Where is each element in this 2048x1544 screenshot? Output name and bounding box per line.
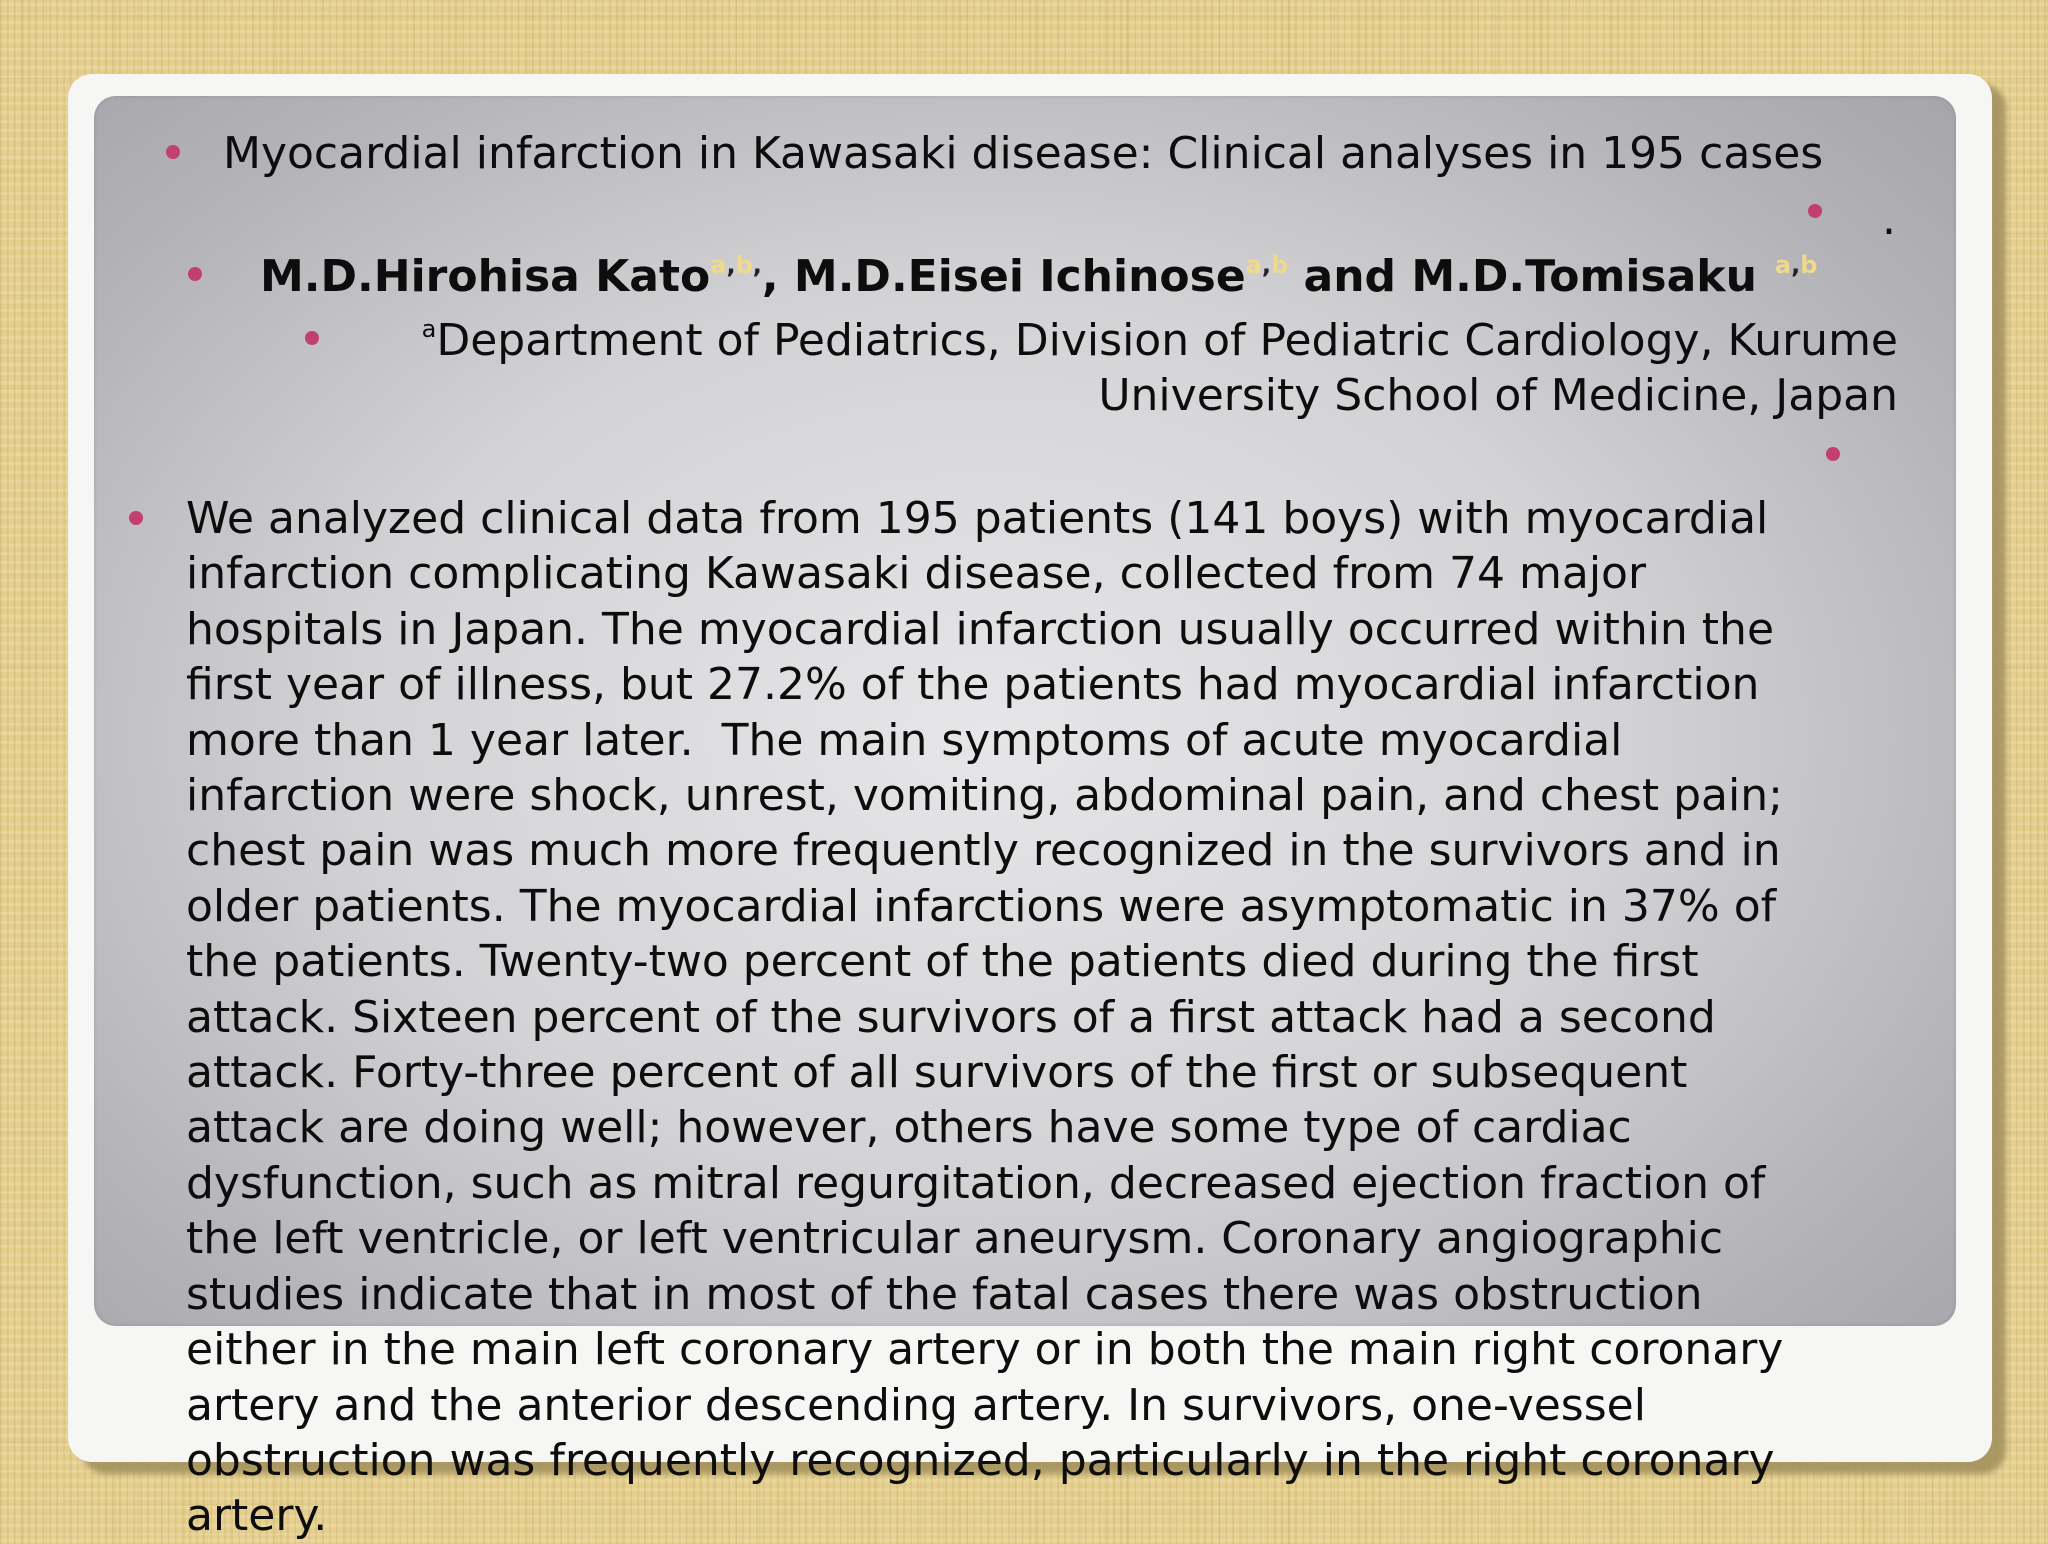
abstract-line: infarction were shock, unrest, vomiting, abdominal pain, and chest pain; [186, 770, 1783, 822]
author-superscript: a [710, 251, 727, 279]
abstract-line: We analyzed clinical data from 195 patients (141 boys) with myocardial [186, 493, 1769, 544]
author-superscript-separator: , [752, 251, 762, 279]
abstract-line: dysfunction, such as mitral regurgitation, decreased ejection fraction of [186, 1157, 1766, 1209]
author-line [260, 249, 1817, 304]
author-superscript: b [1271, 251, 1289, 279]
author-superscript: a [1774, 251, 1792, 279]
abstract-line: artery and the anterior descending artery. In survivors, one-vessel [186, 1379, 1646, 1431]
bullet [1826, 447, 1840, 461]
abstract-line: attack. Sixteen percent of the survivors of a first attack had a second [186, 991, 1716, 1043]
bullet [188, 267, 202, 281]
abstract-line: either in the main left coronary artery or in both the main right coronary [186, 1324, 1784, 1376]
bullet [166, 145, 180, 159]
affiliation-line-2: University School of Medicine, Japan [1098, 370, 1898, 421]
author-superscript-separator: , [726, 251, 736, 279]
author-superscript-separator: , [1791, 251, 1801, 279]
abstract-line: attack. Forty-three percent of all survivors of the first or subsequent [186, 1047, 1688, 1099]
abstract-line: infarction complicating Kawasaki disease, collected from 74 major [186, 548, 1647, 600]
abstract-line: hospitals in Japan. The myocardial infarction usually occurred within the [186, 603, 1775, 655]
author-separator: and [1288, 251, 1412, 302]
bullet [1808, 204, 1822, 218]
author-name: M.D.Eisei Ichinose [793, 251, 1246, 302]
author-superscript: b [735, 251, 753, 279]
author-name: M.D.Hirohisa Kato [260, 251, 711, 302]
abstract-line: older patients. The myocardial infarctions were asymptomatic in 37% of [186, 880, 1777, 932]
abstract-line: artery. [186, 1490, 328, 1542]
bullet [129, 511, 143, 525]
affiliation-line-1 [422, 313, 1898, 368]
author-superscript: b [1800, 251, 1818, 279]
abstract-line: the patients. Twenty-two percent of the patients died during the first [186, 936, 1699, 988]
slide-title: Myocardial infarction in Kawasaki disease: Clinical analyses in 195 cases [223, 128, 1824, 179]
author-separator: , [761, 251, 794, 302]
affiliation-text: Department of Pediatrics, Division of Pediatric Cardiology, Kurume [436, 315, 1898, 366]
bullet [305, 331, 319, 345]
author-name: M.D.Tomisaku [1411, 251, 1757, 302]
abstract-line: chest pain was much more frequently recognized in the survivors and in [186, 825, 1781, 877]
abstract-line: obstruction was frequently recognized, particularly in the right coronary [186, 1434, 1775, 1486]
author-superscript: a [1245, 251, 1262, 279]
author-superscript-separator: , [1261, 251, 1272, 279]
abstract-line: more than 1 year later. The main symptoms of acute myocardial [186, 714, 1623, 766]
affiliation-superscript: a [421, 315, 437, 343]
abstract-line: the left ventricle, or left ventricular aneurysm. Coronary angiographic [186, 1213, 1724, 1265]
abstract-paragraph [186, 491, 1886, 1544]
abstract-line: attack are doing well; however, others have some type of cardiac [186, 1102, 1632, 1154]
dot-text: . [1882, 194, 1896, 245]
abstract-line: first year of illness, but 27.2% of the patients had myocardial infarction [186, 659, 1760, 711]
abstract-line: studies indicate that in most of the fatal cases there was obstruction [186, 1268, 1703, 1320]
